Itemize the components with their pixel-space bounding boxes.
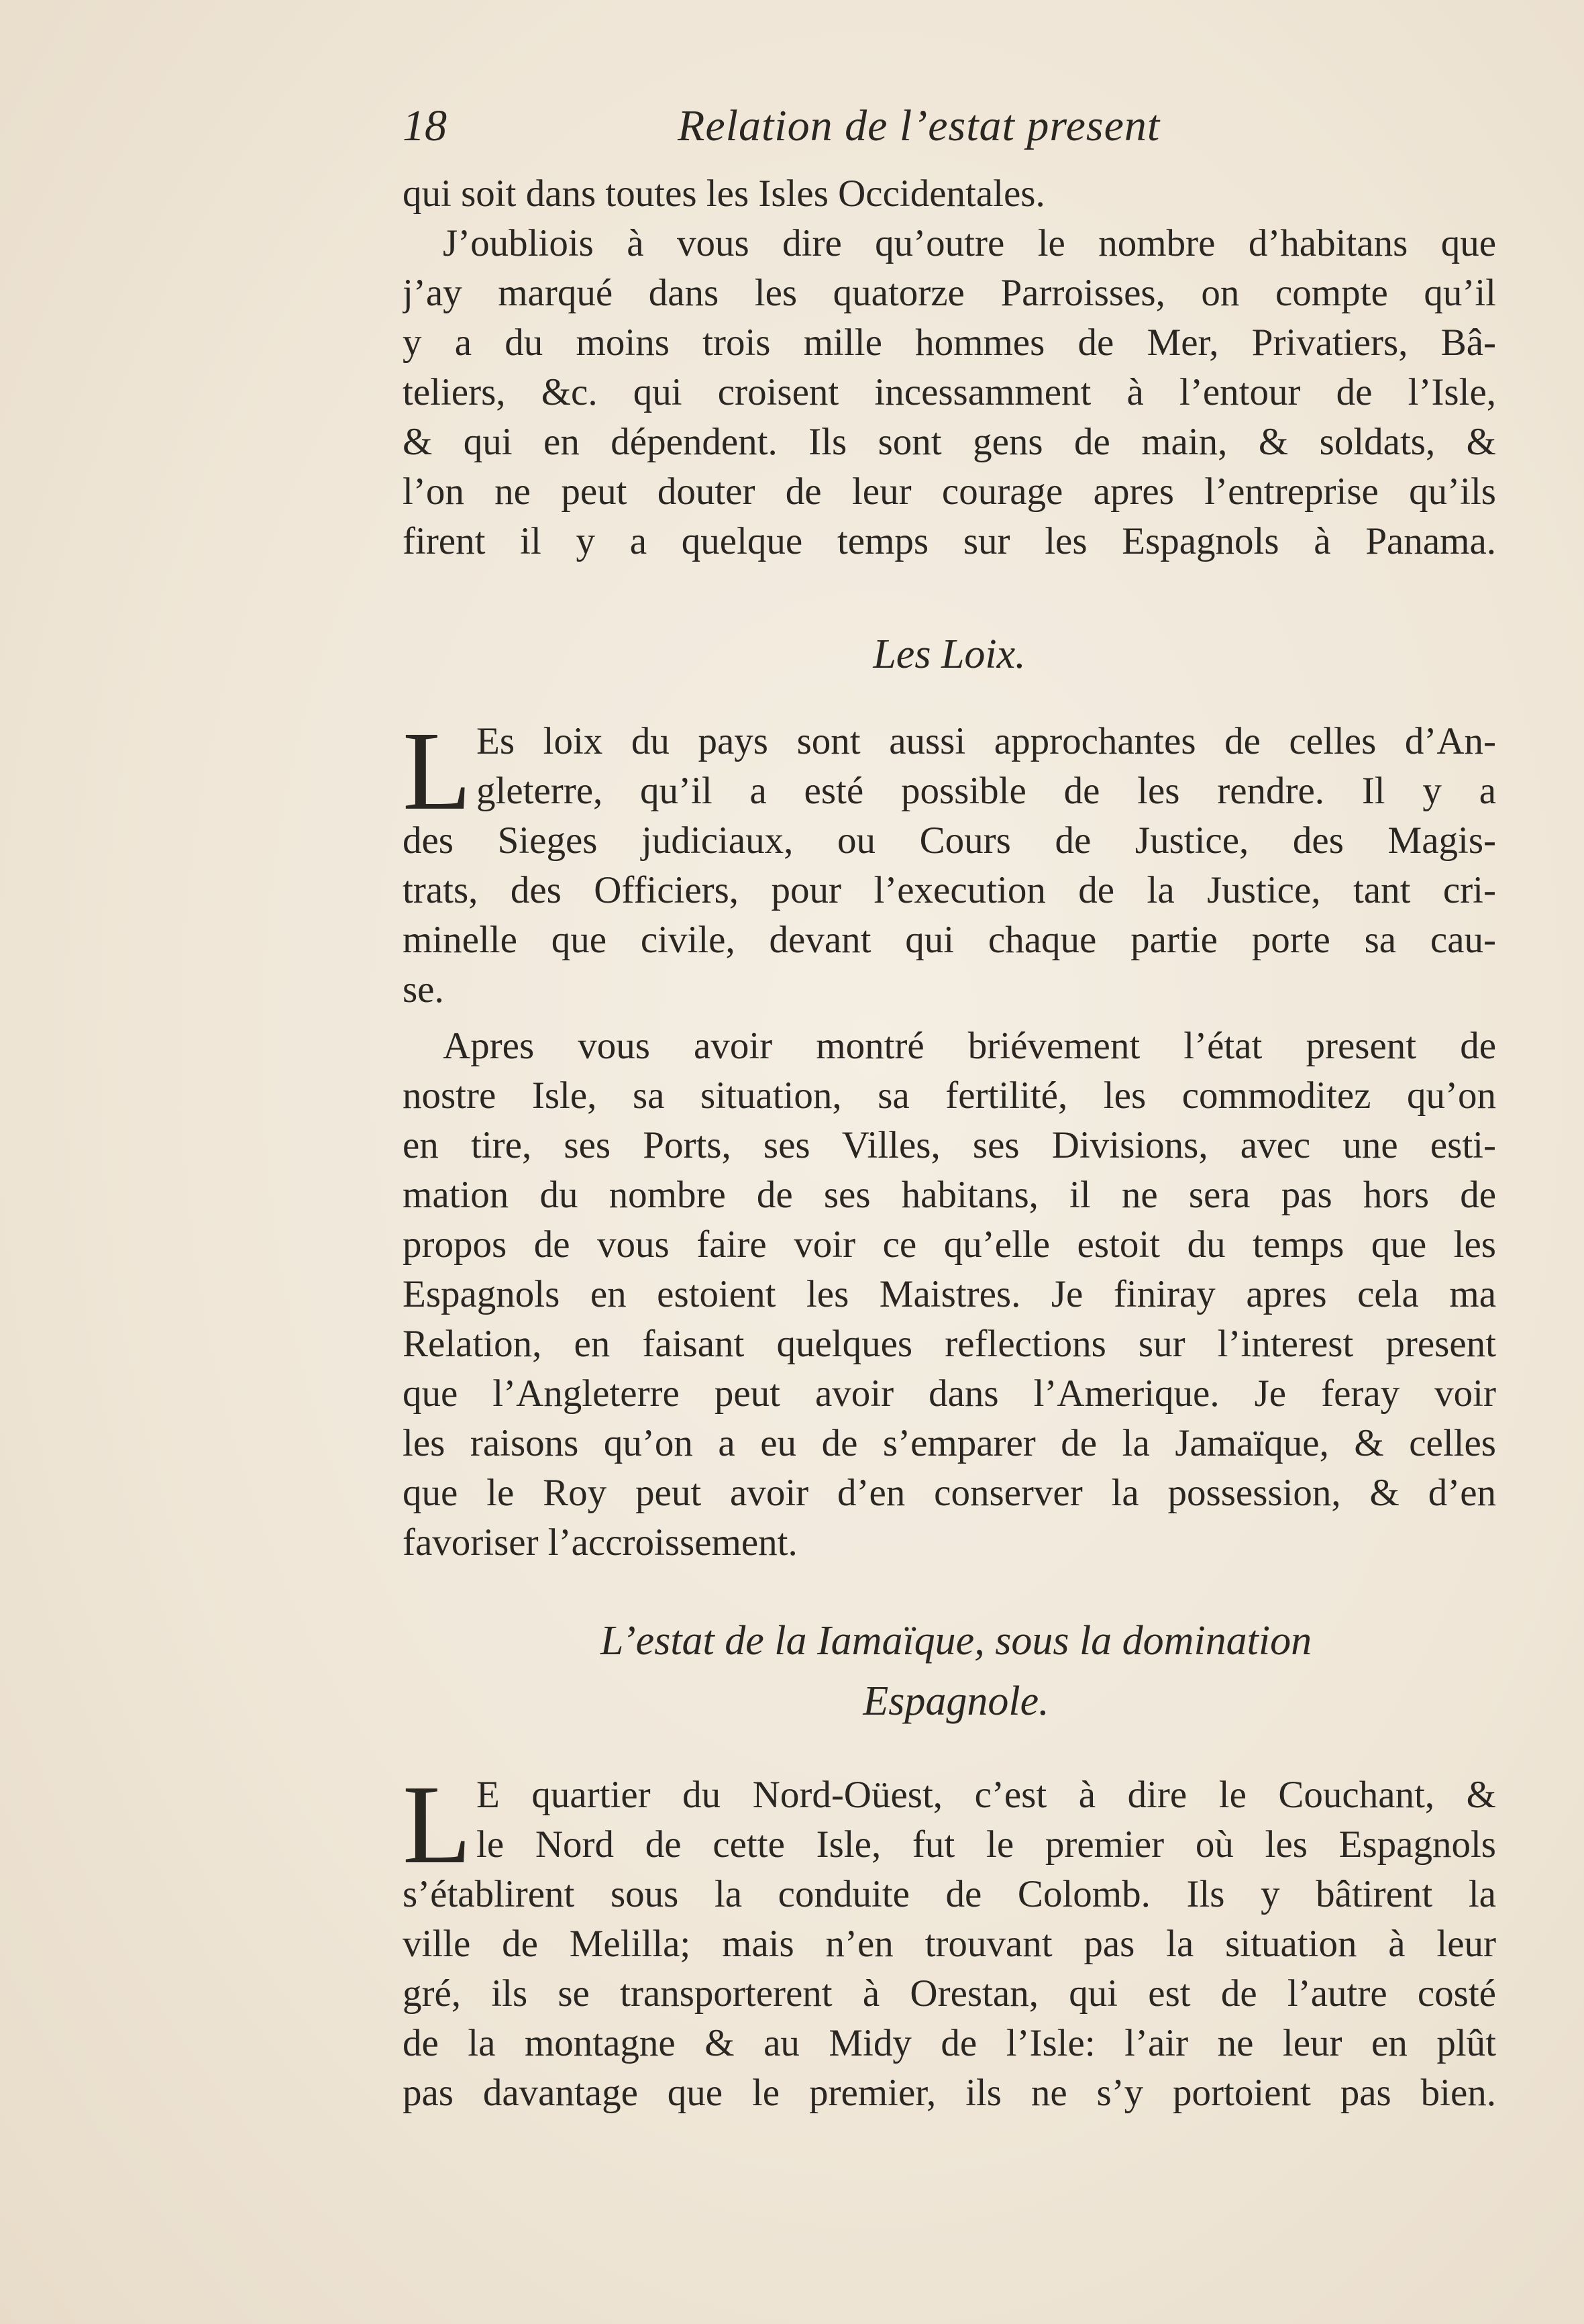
drop-cap: L — [403, 709, 472, 833]
text-line: favoriser l’accroissement. — [403, 1521, 798, 1564]
text-line: qui soit dans toutes les Isles Occidentales. — [403, 172, 1045, 215]
text-line: gleterre, qu’il a esté possible de les rendre. Il y a — [476, 770, 1496, 812]
text-line: j’ay marqué dans les quatorze Parroisses, on compte qu’il — [403, 272, 1496, 314]
text-line: & qui en dépendent. Ils sont gens de main, & soldats, & — [403, 421, 1496, 463]
page-header — [403, 101, 1449, 154]
text-line: s’établirent sous la conduite de Colomb. Ils y bâtirent la — [403, 1873, 1496, 1915]
heading-line: Espagnole. — [863, 1678, 1049, 1724]
section-heading-jamaique — [456, 1611, 1456, 1731]
text-line: Relation, en faisant quelques reflections sur l’interest present — [403, 1323, 1496, 1365]
text-line: les raisons qu’on a eu de s’emparer de la Jamaïque, & celles — [403, 1422, 1496, 1464]
text-line: E quartier du Nord-Oüest, c’est à dire le Couchant, & — [476, 1774, 1496, 1816]
running-title: Relation de l’estat present — [678, 101, 1161, 150]
paragraph-continuation — [403, 169, 1496, 219]
text-line: mation du nombre de ses habitans, il ne sera pas hors de — [403, 1174, 1496, 1216]
text-line: l’on ne peut douter de leur courage apres l’entreprise qu’ils — [403, 470, 1496, 513]
text-line: nostre Isle, sa situation, sa fertilité, les commoditez qu’on — [403, 1074, 1496, 1117]
text-line: pas davantage que le premier, ils ne s’y portoient pas bien. — [403, 2072, 1496, 2114]
text-line: ville de Melilla; mais n’en trouvant pas la situation à leur — [403, 1923, 1496, 1965]
text-line: minelle que civile, devant qui chaque partie porte sa cau- — [403, 919, 1496, 961]
paragraph-loix — [403, 709, 1496, 1015]
text-line: des Sieges judiciaux, ou Cours de Justice, des Magis- — [403, 819, 1496, 862]
paragraph-nord-ouest — [403, 1762, 1496, 2118]
text-line: Es loix du pays sont aussi approchantes de celles d’An- — [476, 720, 1496, 762]
text-line: gré, ils se transporterent à Orestan, qui est de l’autre costé — [403, 1972, 1496, 2015]
text-line: J’oubliois à vous dire qu’outre le nombre d’habitans que — [443, 222, 1496, 264]
paragraph-apres — [403, 1021, 1496, 1568]
text-line: Apres vous avoir montré briévement l’état present de — [443, 1025, 1496, 1067]
text-line: se. — [403, 968, 444, 1011]
paragraph-seamen — [403, 219, 1496, 566]
page-number: 18 — [403, 101, 447, 150]
text-line: en tire, ses Ports, ses Villes, ses Divisions, avec une esti- — [403, 1124, 1496, 1166]
heading-line: L’estat de la Iamaïque, sous la domination — [600, 1618, 1312, 1664]
text-line: firent il y a quelque temps sur les Espagnols à Panama. — [403, 520, 1496, 562]
text-line: Espagnols en estoient les Maistres. Je finiray apres cela ma — [403, 1273, 1496, 1315]
text-line: teliers, &c. qui croisent incessamment à l’entour de l’Isle, — [403, 371, 1496, 413]
text-line: de la montagne & au Midy de l’Isle: l’air ne leur en plût — [403, 2022, 1496, 2064]
text-line: y a du moins trois mille hommes de Mer, Privatiers, Bâ- — [403, 321, 1496, 364]
section-heading-loix: Les Loix. — [873, 631, 1026, 677]
text-line: le Nord de cette Isle, fut le premier où les Espagnols — [476, 1823, 1496, 1866]
text-line: que l’Angleterre peut avoir dans l’Amerique. Je feray voir — [403, 1372, 1496, 1415]
drop-cap: L — [403, 1762, 472, 1887]
text-line: propos de vous faire voir ce qu’elle estoit du temps que les — [403, 1223, 1496, 1266]
text-line: que le Roy peut avoir d’en conserver la possession, & d’en — [403, 1472, 1496, 1514]
text-line: trats, des Officiers, pour l’execution de la Justice, tant cri- — [403, 869, 1496, 911]
